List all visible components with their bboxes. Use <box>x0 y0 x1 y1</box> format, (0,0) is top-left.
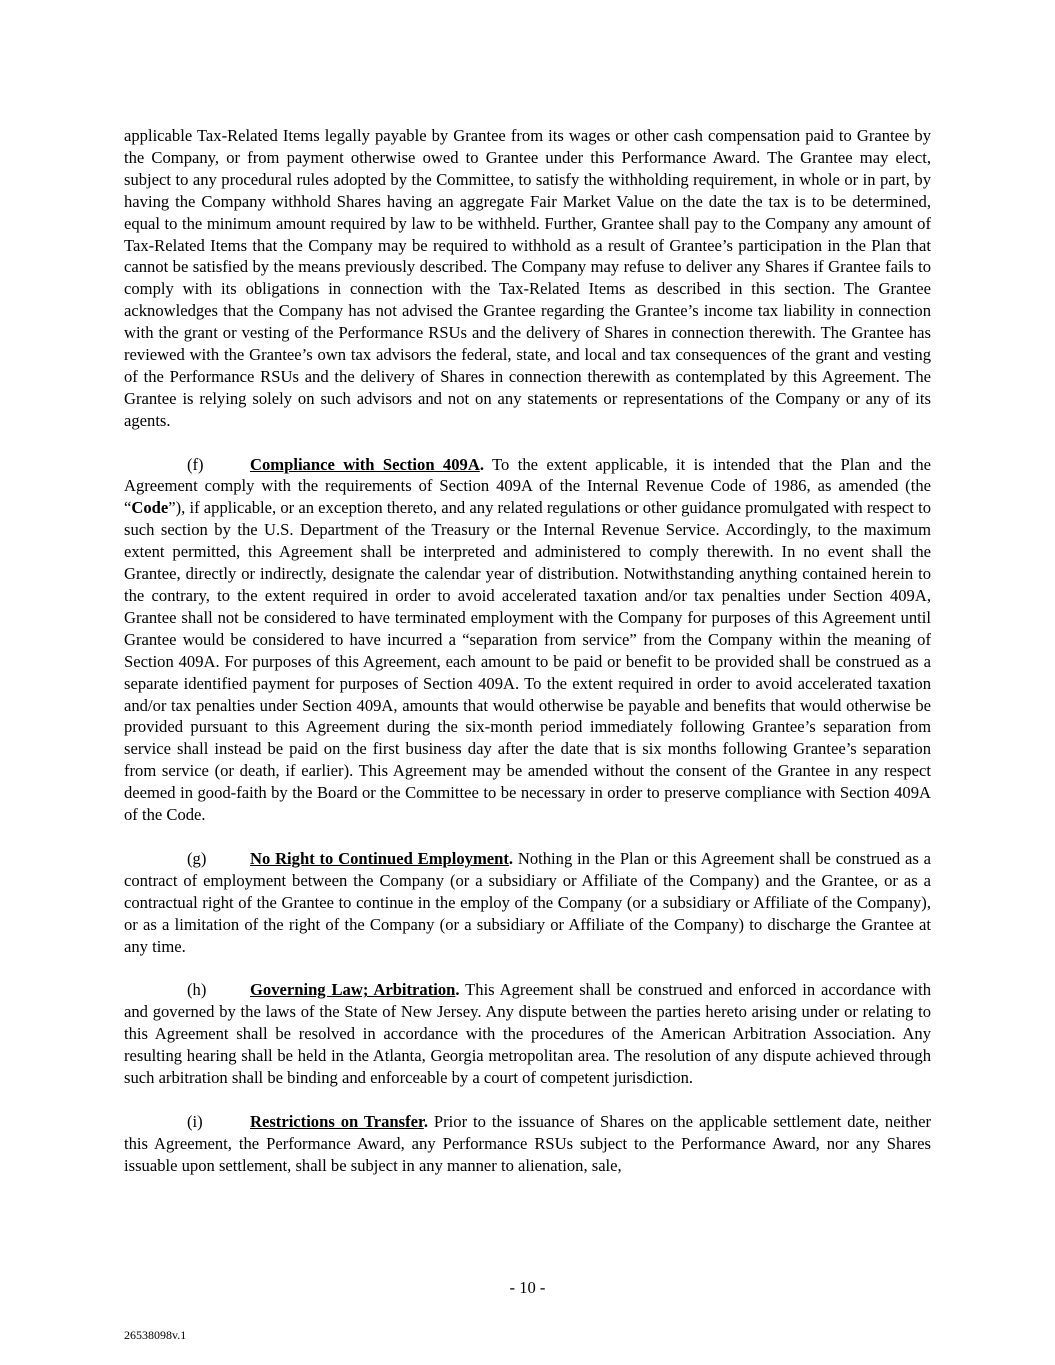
section-label-h: (h) <box>187 980 207 1000</box>
paragraph-tax-continued: applicable Tax-Related Items legally payable by Grantee from its wages or other cash compensation paid to Grantee by the Company, or from payment otherwise owed to Grantee under this Performance Award. The Grantee may elect, subject to any procedural rules adopted by the Committee, to satisfy the withholding requirement, in whole or in part, by having the Company withhold Shares having an aggregate Fair Market Value on the date the tax is to be determined, equal to the minimum amount required by law to be withheld. Further, Grantee shall pay to the Company any amount of Tax-Related Items that the Company may be required to withhold as a result of Grantee’s participation in the Plan that cannot be satisfied by the means previously described. The Company may refuse to deliver any Shares if Grantee fails to comply with its obligations in connection with the Tax-Related Items as described in this section. The Grantee acknowledges that the Company has not advised the Grantee regarding the Grantee’s income tax liability in connection with the grant or vesting of the Performance RSUs and the delivery of Shares in connection therewith. The Grantee has reviewed with the Grantee’s own tax advisors the federal, state, and local and tax consequences of the grant and vesting of the Performance RSUs and the delivery of Shares in connection therewith as contemplated by this Agreement. The Grantee is relying solely on such advisors and not on any statements or representations of the Company or any of its agents. <box>124 126 931 430</box>
section-heading-i: Restrictions on Transfer <box>250 1111 424 1131</box>
section-heading-f-period: . <box>479 454 484 474</box>
section-label-f: (f) <box>187 454 204 474</box>
paragraph-h-governing-law <box>124 979 931 1089</box>
section-text-g: Nothing in the Plan or this Agreement shall be construed as a contract of employment between the Company (or a subsidiary or Affiliate of the Company) and the Grantee, or as a contractual right of the Grantee to continue in the employ of the Company (or a subsidiary or Affiliate of the Company), or as a limitation of the right of the Company (or a subsidiary or Affiliate of the Company) to discharge the Grantee at any time. <box>124 848 931 956</box>
paragraph-f-section-409a <box>124 454 931 826</box>
section-heading-i-period: . <box>423 1111 428 1131</box>
paragraph-g-continued-employment <box>124 848 931 958</box>
section-text-i: Prior to the issuance of Shares on the applicable settlement date, neither this Agreement, the Performance Award, any Performance RSUs subject to the Performance Award, nor any Shares issuable upon settlement, shall be subject in any manner to alienation, sale, <box>124 1111 932 1175</box>
paragraph-i-restrictions-transfer <box>124 1111 931 1177</box>
section-text-f-part1: To the extent applicable, it is intended that the Plan and the Agreement comply with the requirements of Section 409A of the Internal Revenue Code of 1986, as amended (the “ <box>124 454 931 518</box>
document-id: 26538098v.1 <box>124 1328 187 1342</box>
section-label-i: (i) <box>187 1111 203 1131</box>
section-heading-g-period: . <box>508 848 514 868</box>
section-heading-h: Governing Law; Arbitration <box>250 980 456 1000</box>
section-text-f-part2: ”), if applicable, or an exception thereto, and any related regulations or other guidance promulgated with respect to such section by the U.S. Department of the Treasury or the Internal Revenue Service. Accordingly, to the maximum extent permitted, this Agreement shall be interpreted and administered to comply therewith. In no event shall the Grantee, directly or indirectly, designate the calendar year of distribution. Notwithstanding anything contained herein to the contrary, to the extent required in order to avoid accelerated taxation and/or tax penalties under Section 409A, Grantee shall not be considered to have terminated employment with the Company for purposes of this Agreement until Grantee would be considered to have incurred a “separation from service” from the Company within the meaning of Section 409A. For purposes of this Agreement, each amount to be paid or benefit to be provided shall be construed as a separate identified payment for purposes of Section 409A. To the extent required in order to avoid accelerated taxation and/or tax penalties under Section 409A, amounts that would otherwise be payable and benefits that would otherwise be provided pursuant to this Agreement during the six-month period immediately following Grantee’s separation from service shall instead be paid on the first business day after the date that is six months following Grantee’s separation from service (or death, if earlier). This Agreement may be amended without the consent of the Grantee in any respect deemed in good-faith by the Board or the Committee to be necessary in order to preserve compliance with Section 409A of the Code. <box>124 498 931 825</box>
page-number: - 10 - <box>509 1278 546 1297</box>
section-heading-h-period: . <box>455 980 460 1000</box>
section-heading-f: Compliance with Section 409A <box>250 454 480 474</box>
section-text-h: This Agreement shall be construed and enforced in accordance with and governed by the laws of the State of New Jersey. Any dispute between the parties hereto arising under or relating to this Agreement shall be resolved in accordance with the procedures of the American Arbitration Association. Any resulting hearing shall be held in the Atlanta, Georgia metropolitan area. The resolution of any dispute achieved through such arbitration shall be binding and enforceable by a court of competent jurisdiction. <box>124 980 932 1087</box>
section-label-g: (g) <box>187 848 207 868</box>
document-body <box>124 125 931 1198</box>
section-heading-g: No Right to Continued Employment <box>250 848 509 868</box>
defined-term-code: Code <box>131 498 169 518</box>
